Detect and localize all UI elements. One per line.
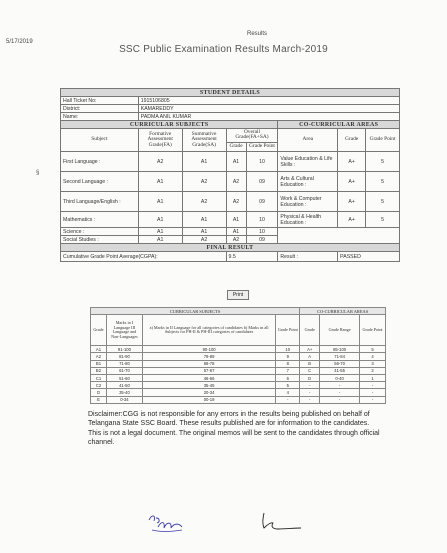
co-grade-point: 5 (366, 172, 400, 192)
result-value: PASSED (338, 252, 400, 262)
grading-co-point: 1 (360, 374, 386, 381)
result-label: Result : (278, 252, 338, 262)
grading-marks-second: 57-67 (142, 367, 275, 374)
final-result-row (61, 252, 400, 262)
overall-grade: A2 (226, 192, 246, 212)
grading-grade: A1 (91, 346, 107, 353)
co-area: Physical & Health Education : (278, 212, 338, 228)
sa-grade: A2 (182, 192, 226, 212)
grading-marks-lang: 91-100 (106, 346, 142, 353)
grading-gp: 10 (276, 346, 300, 353)
fa-grade: A1 (138, 212, 182, 228)
grading-marks-lang: 71-80 (106, 360, 142, 367)
page-header-label: Results (247, 31, 268, 37)
co-curricular-band: CO-CURRICULAR AREAS (278, 121, 400, 129)
grading-marks-second: 20-34 (142, 389, 275, 396)
co-grade-header: Grade (338, 129, 366, 152)
grading-co-point-header: Grade Point (360, 315, 386, 346)
cgpa-value: 9.5 (226, 252, 278, 262)
grading-gp: 6 (276, 374, 300, 381)
grading-gp: - (276, 396, 300, 403)
fa-grade: A1 (138, 172, 182, 192)
grading-co-range-header: Grade Range (320, 315, 360, 346)
grading-marks-lang: 0-34 (106, 396, 142, 403)
co-area: Arts & Cultural Education : (278, 172, 338, 192)
grading-grade: E (91, 396, 107, 403)
co-grade: A+ (338, 172, 366, 192)
table-row (91, 360, 386, 367)
district-label: District: (61, 105, 139, 113)
subject-name: Third Language/English : (61, 192, 139, 212)
grading-marks-lang: 35-40 (106, 389, 142, 396)
table-row (91, 382, 386, 389)
sa-header: Summative Assessment Grade(SA) (182, 129, 226, 152)
table-row (61, 172, 400, 192)
subject-name: Mathematics : (61, 212, 139, 228)
fa-header: Formative Assessment Grade(FA) (138, 129, 182, 152)
sa-grade: A2 (182, 172, 226, 192)
curricular-band: CURRICULAR SUBJECTS (61, 121, 278, 129)
co-curricular-empty (278, 228, 400, 244)
fa-grade: A1 (138, 192, 182, 212)
overall-grade: A1 (226, 212, 246, 228)
grading-co-range: - (320, 382, 360, 389)
grading-marks-second: 68-78 (142, 360, 275, 367)
grading-co-point: 4 (360, 353, 386, 360)
grading-table (90, 307, 386, 404)
grading-co-range: 0-40 (320, 374, 360, 381)
subject-name: Second Language : (61, 172, 139, 192)
grading-grade-header: Grade (91, 315, 107, 346)
grading-curricular-band: CURRICULAR SUBJECTS (91, 308, 300, 315)
co-grade: A+ (338, 212, 366, 228)
grading-co-grade: B (300, 360, 320, 367)
sa-grade: A1 (182, 228, 226, 236)
overall-grade: A2 (226, 172, 246, 192)
student-details-band: STUDENT DETAILS (61, 89, 400, 97)
table-row (61, 152, 400, 172)
final-result-band: FINAL RESULT (61, 244, 400, 252)
sa-grade: A2 (182, 236, 226, 244)
grading-table-wrap (90, 307, 386, 404)
grading-co-grade: C (300, 367, 320, 374)
grading-co-grade: - (300, 382, 320, 389)
grade-point: 10 (246, 228, 278, 236)
grade-point: 09 (246, 236, 278, 244)
overall-grade: A1 (226, 228, 246, 236)
overall-grade: A1 (226, 152, 246, 172)
student-row-hallticket (61, 97, 400, 105)
grading-grade: C2 (91, 382, 107, 389)
table-row (91, 346, 386, 353)
grading-gp: 4 (276, 389, 300, 396)
grading-co-grade-header: Grade (300, 315, 320, 346)
disclaimer-text: Disclaimer:CGG is not responsible for any errors in the results being published on behalf of Telangana State SSC Board. These results published are for information to the candidates. This is not a legal document. The original memos will be sent to the candidates through official channel. (88, 411, 380, 447)
hallticket-value: 1915106805 (138, 97, 399, 105)
handwritten-signature-left (146, 512, 186, 536)
grading-gp: 9 (276, 353, 300, 360)
grading-co-grade: - (300, 396, 320, 403)
grade-point: 09 (246, 172, 278, 192)
grading-co-point: - (360, 382, 386, 389)
grading-co-range: - (320, 396, 360, 403)
table-row (61, 212, 400, 228)
grading-marks-second: 90-100 (142, 346, 275, 353)
grading-grade: B2 (91, 367, 107, 374)
co-grade-point: 5 (366, 192, 400, 212)
grading-co-grade: - (300, 389, 320, 396)
grading-co-range: 56-70 (320, 360, 360, 367)
subject-name: Science : (61, 228, 139, 236)
overall-header: Overall Grade(FA+SA) (226, 129, 278, 143)
overall-grade: A2 (226, 236, 246, 244)
hallticket-label: Hall Ticket No: (61, 97, 139, 105)
sa-grade: A1 (182, 152, 226, 172)
grading-gp-header: Grade Point (276, 315, 300, 346)
grading-co-point: - (360, 389, 386, 396)
grading-marks-lang: 41-50 (106, 382, 142, 389)
grading-gp: 8 (276, 360, 300, 367)
grading-marks-lang: 81-90 (106, 353, 142, 360)
student-row-district (61, 105, 400, 113)
table-row (91, 353, 386, 360)
grading-co-range: 71-84 (320, 353, 360, 360)
grade-header: Grade (226, 142, 246, 151)
student-row-name (61, 113, 400, 121)
results-table-wrap (60, 88, 400, 262)
grading-grade: C1 (91, 374, 107, 381)
grading-co-range: - (320, 389, 360, 396)
area-header: Area (278, 129, 338, 152)
grading-co-curricular-band: CO-CURRICULAR AREAS (300, 308, 386, 315)
print-date: 5/17/2019 (6, 39, 33, 45)
grading-co-point: 2 (360, 367, 386, 374)
subject-header: Subject (61, 129, 139, 152)
co-area: Work & Computer Education : (278, 192, 338, 212)
grading-grade: A2 (91, 353, 107, 360)
grading-marks-second: 79-89 (142, 353, 275, 360)
name-label: Name: (61, 113, 139, 121)
subject-name: Social Studies : (61, 236, 139, 244)
table-row (61, 228, 400, 236)
table-row (61, 192, 400, 212)
grade-point: 10 (246, 152, 278, 172)
cgpa-label: Cumulative Grade Point Average(CGPA): (61, 252, 227, 262)
co-grade: A+ (338, 192, 366, 212)
margin-mark: § (36, 170, 40, 176)
results-table (60, 88, 400, 262)
table-row (91, 396, 386, 403)
grading-grade: B1 (91, 360, 107, 367)
co-grade: A+ (338, 152, 366, 172)
grading-marks-lang-header: Marks in I Language III Language and Non-Languages (106, 315, 142, 346)
grading-co-range: 41-55 (320, 367, 360, 374)
subject-name: First Language : (61, 152, 139, 172)
grading-co-point: 3 (360, 360, 386, 367)
grade-point: 10 (246, 212, 278, 228)
grading-gp: 5 (276, 382, 300, 389)
grading-co-range: 85-100 (320, 346, 360, 353)
grade-point: 09 (246, 192, 278, 212)
grading-co-grade: D (300, 374, 320, 381)
grading-marks-lang: 51-60 (106, 374, 142, 381)
table-row (91, 367, 386, 374)
handwritten-signature-right (256, 510, 304, 532)
grading-co-grade: A+ (300, 346, 320, 353)
page-title: SSC Public Examination Results March-2019 (119, 44, 328, 55)
grading-gp: 7 (276, 367, 300, 374)
grading-grade: D (91, 389, 107, 396)
grade-point-header: Grade Point (246, 142, 278, 151)
fa-grade: A1 (138, 228, 182, 236)
grading-marks-lang: 61-70 (106, 367, 142, 374)
grading-co-point: - (360, 396, 386, 403)
grading-marks-desc-header: a) Marks in II Language for all categories of candidates b) Marks in all Subjects for PH-II & PH-III categories of candidates (142, 315, 275, 346)
grading-marks-second: 00-19 (142, 396, 275, 403)
co-area: Value Education & Life Skills : (278, 152, 338, 172)
co-grade-point: 5 (366, 152, 400, 172)
grading-marks-second: 35-45 (142, 382, 275, 389)
fa-grade: A1 (138, 236, 182, 244)
print-button[interactable]: Print (227, 290, 249, 300)
grading-co-point: 5 (360, 346, 386, 353)
table-row (91, 389, 386, 396)
district-value: KAMAREDDY (138, 105, 399, 113)
table-row (91, 374, 386, 381)
name-value: PADMA ANIL KUMAR (138, 113, 399, 121)
co-grade-point-header: Grade Point (366, 129, 400, 152)
fa-grade: A2 (138, 152, 182, 172)
co-grade-point: 5 (366, 212, 400, 228)
grading-co-grade: A (300, 353, 320, 360)
sa-grade: A1 (182, 212, 226, 228)
grading-marks-second: 46-56 (142, 374, 275, 381)
